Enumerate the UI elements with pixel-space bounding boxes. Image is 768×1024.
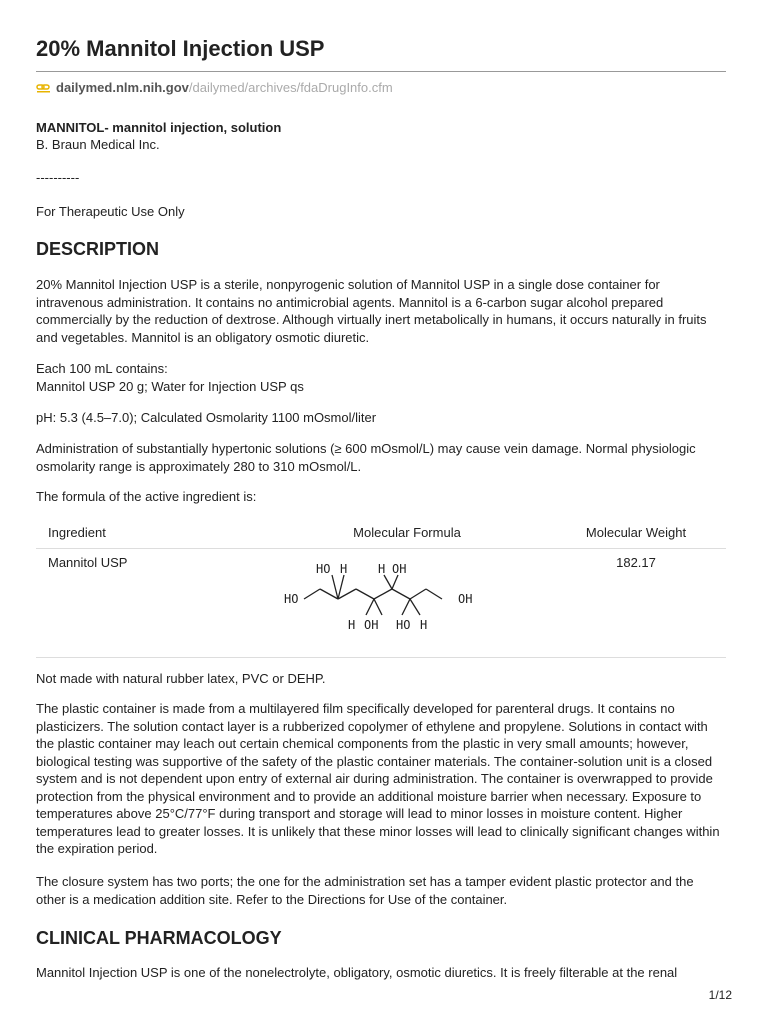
product-name: MANNITOL- mannitol injection, solution bbox=[36, 120, 282, 135]
formula-table bbox=[36, 516, 726, 658]
title-divider bbox=[36, 71, 726, 72]
link-icon bbox=[36, 82, 51, 94]
latex-note: Not made with natural rubber latex, PVC or DEHP. bbox=[36, 671, 326, 686]
header-ingredient: Ingredient bbox=[36, 516, 268, 549]
structure-cell bbox=[268, 549, 546, 658]
struct-label-left: HO bbox=[284, 592, 299, 606]
table-row bbox=[36, 549, 726, 658]
struct-label-top3: H bbox=[378, 562, 386, 576]
ph-line: pH: 5.3 (4.5–7.0); Calculated Osmolarity 1100 mOsmol/liter bbox=[36, 410, 377, 425]
manufacturer: B. Braun Medical Inc. bbox=[36, 137, 160, 152]
page-number: 1/12 bbox=[708, 988, 732, 1002]
mannitol-structure bbox=[280, 555, 500, 651]
separator: ---------- bbox=[36, 170, 80, 185]
struct-label-bot4: H bbox=[420, 618, 428, 632]
contains-line-2: Mannitol USP 20 g; Water for Injection USP qs bbox=[36, 379, 304, 394]
struct-label-bot2: OH bbox=[364, 618, 379, 632]
structure-diagram bbox=[280, 555, 500, 651]
closure-paragraph: The closure system has two ports; the one for the administration set has a tamper evident plastic protector and the other is a medication addition site. Refer to the Directions for Use of the container. bbox=[36, 874, 694, 907]
formula-intro: The formula of the active ingredient is: bbox=[36, 489, 257, 504]
page-title: 20% Mannitol Injection USP bbox=[36, 36, 325, 61]
header-molecular-formula: Molecular Formula bbox=[268, 516, 546, 549]
source-domain[interactable]: dailymed.nlm.nih.gov bbox=[56, 80, 189, 95]
molecular-weight-cell: 182.17 bbox=[546, 549, 726, 658]
struct-label-top2: H bbox=[340, 562, 348, 576]
header-molecular-weight: Molecular Weight bbox=[546, 516, 726, 549]
container-paragraph: The plastic container is made from a multilayered film specifically developed for parenteral drugs. It contains no plasticizers. The solution contact layer is a rubberized copolymer of ethylene and propylene. Solutions in contact with the plastic container may leach out certain chemical components from the plastic in very small amounts; however, biological testing was supportive of the safety of the plastic container materials. The container-solution unit is a closed system and is not dependent upon entry of external air during administration. The container is overwrapped to provide protection from the physical environment and to provide an additional moisture barrier when necessary. Exposure to temperatures above 25°C/77°F during transport and storage will lead to minor losses in moisture content. Higher temperatures lead to greater losses. It is unlikely that these minor losses will lead to clinically significant changes within the expiration period. bbox=[36, 701, 720, 856]
struct-label-bot1: H bbox=[348, 618, 356, 632]
source-path[interactable]: /dailymed/archives/fdaDrugInfo.cfm bbox=[188, 80, 393, 95]
description-paragraph: 20% Mannitol Injection USP is a sterile, nonpyrogenic solution of Mannitol USP in a single dose container for intravenous administration. It contains no antimicrobial agents. Mannitol is a 6-carbon sugar alcohol prepared commercially by the reduction of dextrose. Although virtually inert metabolically in humans, it occurs naturally in fruits and vegetables. Mannitol is an obligatory osmotic diuretic. bbox=[36, 277, 707, 345]
source-link[interactable] bbox=[36, 80, 393, 95]
pharmacology-paragraph: Mannitol Injection USP is one of the nonelectrolyte, obligatory, osmotic diuretics. It is freely filterable at the renal bbox=[36, 965, 678, 980]
struct-label-top4: OH bbox=[392, 562, 407, 576]
struct-label-top1: HO bbox=[316, 562, 331, 576]
ingredient-cell: Mannitol USP bbox=[36, 549, 268, 658]
description-heading: DESCRIPTION bbox=[36, 239, 160, 259]
struct-label-right: OH bbox=[458, 592, 473, 606]
pharmacology-heading: CLINICAL PHARMACOLOGY bbox=[36, 928, 282, 948]
table-header-row bbox=[36, 516, 726, 549]
struct-label-bot3: HO bbox=[396, 618, 411, 632]
use-note: For Therapeutic Use Only bbox=[36, 204, 185, 219]
contains-line-1: Each 100 mL contains: bbox=[36, 361, 168, 376]
osmolarity-paragraph: Administration of substantially hypertonic solutions (≥ 600 mOsmol/L) may cause vein damage. Normal physiologic osmolarity range is approximately 280 to 310 mOsmol/L. bbox=[36, 441, 696, 474]
